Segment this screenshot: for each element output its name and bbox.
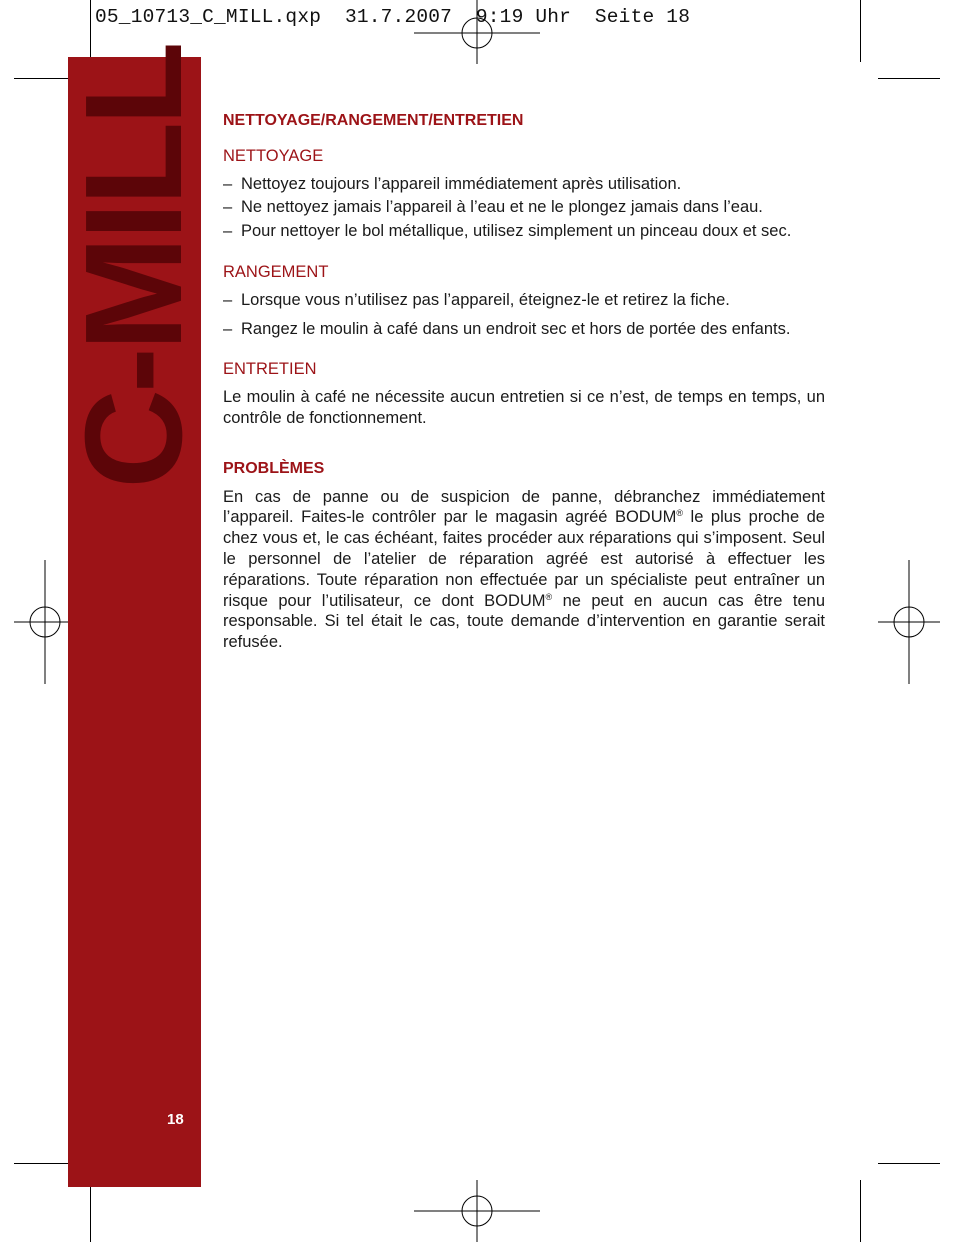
crop-mark: [878, 1163, 940, 1164]
registered-mark: ®: [545, 591, 553, 602]
crop-mark: [90, 1180, 91, 1242]
subheading-nettoyage: NETTOYAGE: [223, 146, 324, 165]
entretien-text: Le moulin à café ne nécessite aucun entretien si ce n’est, de temps en temps, un contrôle de fonctionnement.: [223, 388, 825, 427]
registered-mark: ®: [676, 508, 684, 519]
registration-mark-bottom: [414, 1180, 540, 1242]
page-number: 18: [167, 1111, 184, 1128]
nettoyage-list: [223, 174, 825, 242]
registration-mark-top: [414, 0, 540, 64]
crop-mark: [878, 78, 940, 79]
main-content: [223, 111, 825, 653]
section-title: NETTOYAGE/RANGEMENT/ENTRETIEN: [223, 112, 524, 129]
subheading-problemes: PROBLÈMES: [223, 459, 325, 477]
list-item: – Ne nettoyez jamais l’appareil à l’eau et ne le plongez jamais dans l’eau.: [223, 197, 825, 218]
problemes-text: [223, 487, 825, 653]
crop-mark: [860, 1180, 861, 1242]
list-item: – Nettoyez toujours l’appareil immédiatement après utilisation.: [223, 174, 825, 195]
subheading-entretien: ENTRETIEN: [223, 360, 317, 379]
crop-mark: [14, 1163, 76, 1164]
problemes-text-part: En cas de panne ou de suspicion de panne, débranchez immédiatement l’appareil. Faites-le contrôler par le magasin agréé BODUM: [223, 487, 825, 527]
side-brand-band: [57, 45, 211, 1187]
crop-mark: [860, 0, 861, 62]
registration-mark-right: [878, 560, 940, 684]
print-slug: 05_10713_C_MILL.qxp 31.7.2007 9:19 Uhr Seite 18: [95, 6, 691, 28]
list-item: – Pour nettoyer le bol métallique, utilisez simplement un pinceau doux et sec.: [223, 221, 825, 242]
problemes-text-part: le plus proche de chez vous et, le cas échéant, faites procéder aux réparations qui s’imposent. Seul le personnel de l’atelier de réparation agréé est autorisé à effectuer les réparations. Toute réparation non effectuée par un spécialiste peut entraîner un risque pour l’utilisateur, ce dont BODUM: [223, 508, 825, 610]
rangement-list: [223, 290, 825, 340]
list-item: – Lorsque vous n’utilisez pas l’appareil, éteignez-le et retirez la fiche.: [223, 290, 825, 311]
list-item: – Rangez le moulin à café dans un endroit sec et hors de portée des enfants.: [223, 319, 825, 340]
brand-logo-text: C-MILL: [57, 45, 211, 489]
subheading-rangement: RANGEMENT: [223, 262, 329, 281]
problemes-text-part: ne peut en aucun cas être tenu responsable. Si tel était le cas, toute demande d’intervention en garantie serait refusée.: [223, 591, 825, 652]
registration-mark-left: [14, 560, 76, 684]
